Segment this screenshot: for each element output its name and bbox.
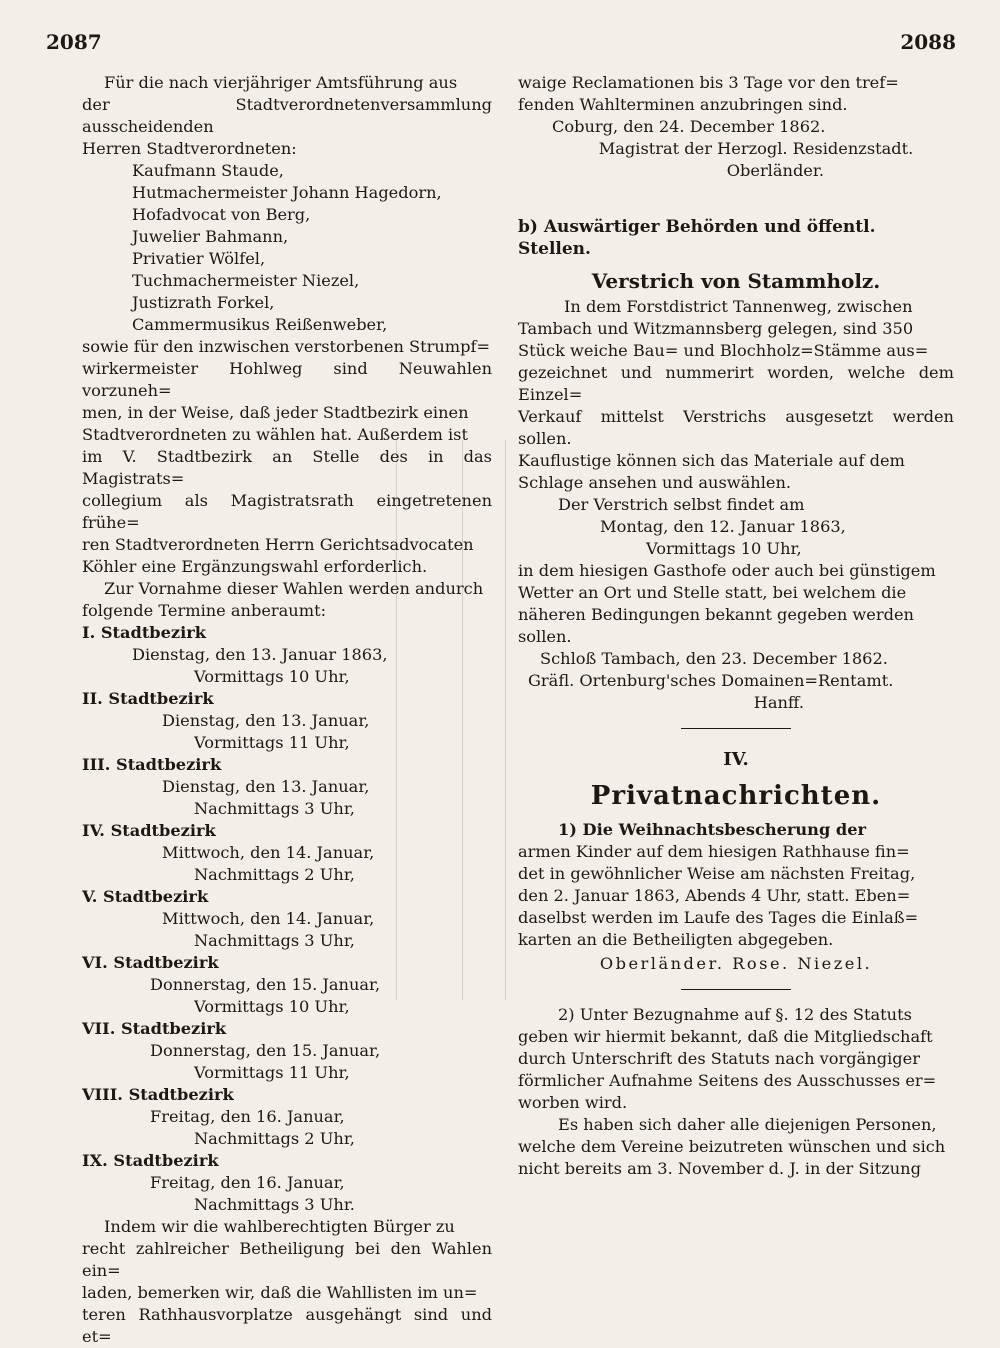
- list-item: Privatier Wölfel,: [132, 249, 266, 268]
- text-line: durch Unterschrift des Statuts nach vorgängiger: [518, 1049, 920, 1068]
- text-line: fenden Wahlterminen anzubringen sind.: [518, 95, 848, 114]
- text-line: den 2. Januar 1863, Abends 4 Uhr, statt. Eben=: [518, 886, 911, 905]
- district-label: Stadtbezirk: [108, 689, 214, 708]
- text-line: laden, bemerken wir, daß die Wahllisten im un=: [82, 1283, 478, 1302]
- sale-date: Montag, den 12. Januar 1863,: [600, 517, 846, 536]
- district-time: Vormittags 10 Uhr,: [194, 997, 350, 1016]
- text-line: Stadtverordneten zu wählen hat. Außerdem ist: [82, 425, 468, 444]
- district-number: III.: [82, 755, 111, 774]
- notice-title: Verstrich von Stammholz.: [591, 269, 881, 293]
- signatures: Oberländer. Rose. Niezel.: [599, 954, 873, 973]
- closing-paragraph: [82, 1216, 492, 1348]
- section-number: IV.: [723, 749, 749, 770]
- text-line: 2) Unter Bezugnahme auf §. 12 des Statuts: [558, 1005, 912, 1024]
- section-title: Privatnachrichten.: [590, 781, 882, 811]
- list-item: Cammermusikus Reißenweber,: [132, 315, 388, 334]
- district-day: Dienstag, den 13. Januar 1863,: [132, 645, 388, 664]
- district-day: Donnerstag, den 15. Januar,: [150, 975, 381, 994]
- district-day: Donnerstag, den 15. Januar,: [150, 1041, 381, 1060]
- text-line: nicht bereits am 3. November d. J. in der Sitzung: [518, 1159, 921, 1178]
- list-item: Hofadvocat von Berg,: [132, 205, 311, 224]
- text-line: im V. Stadtbezirk an Stelle des in das Magistrats=: [82, 447, 492, 488]
- district-entry: [82, 622, 492, 688]
- text-line: sowie für den inzwischen verstorbenen Strumpf=: [82, 337, 491, 356]
- district-schedule: [82, 622, 492, 1216]
- text-line: waige Reclamationen bis 3 Tage vor den tref=: [518, 73, 899, 92]
- membership-notice: [518, 1004, 954, 1114]
- district-label: Stadtbezirk: [128, 1085, 234, 1104]
- district-entry: [82, 1150, 492, 1216]
- district-number: VIII.: [82, 1085, 123, 1104]
- election-paragraph: [82, 336, 492, 578]
- text-line: wirkermeister Hohlweg sind Neuwahlen vorzuneh=: [82, 359, 492, 400]
- text-line: Indem wir die wahlberechtigten Bürger zu: [104, 1217, 455, 1236]
- signature: Hanff.: [753, 693, 804, 712]
- text-line: 1) Die Weihnachtsbescherung der: [558, 820, 867, 839]
- authority-line: Magistrat der Herzogl. Residenzstadt.: [598, 139, 914, 158]
- timber-sale-paragraph-2: [518, 560, 954, 648]
- text-line: Schlage ansehen und auswählen.: [518, 473, 792, 492]
- district-day: Freitag, den 16. Januar,: [150, 1107, 345, 1126]
- district-label: Stadtbezirk: [100, 623, 207, 642]
- district-time: Vormittags 11 Uhr,: [194, 1063, 350, 1082]
- district-number: II.: [82, 689, 103, 708]
- text-line: daselbst werden im Laufe des Tages die Einlaß=: [518, 908, 919, 927]
- christmas-notice: [518, 819, 954, 951]
- district-entry: [82, 820, 492, 886]
- text-line: näheren Bedingungen bekannt gegeben werden sollen.: [518, 605, 914, 646]
- district-day: Dienstag, den 13. Januar,: [162, 711, 370, 730]
- district-time: Nachmittags 2 Uhr,: [194, 865, 355, 884]
- text-line: Tambach und Witzmannsberg gelegen, sind 350: [518, 319, 914, 338]
- district-label: Stadtbezirk: [116, 755, 222, 774]
- right-column: [518, 72, 954, 1180]
- text-line: der Stadtverordnetenversammlung ausscheidenden: [82, 95, 492, 136]
- text-line: recht zahlreicher Betheiligung bei den Wahlen ein=: [82, 1239, 492, 1280]
- district-entry: [82, 1018, 492, 1084]
- district-time: Nachmittags 2 Uhr,: [194, 1129, 355, 1148]
- district-label: Stadtbezirk: [110, 821, 216, 840]
- text-line: men, in der Weise, daß jeder Stadtbezirk einen: [82, 403, 469, 422]
- authority-line: Gräfl. Ortenburg'sches Domainen=Rentamt.: [528, 671, 894, 690]
- text-line: Der Verstrich selbst findet am: [558, 495, 805, 514]
- intro-paragraph: [82, 72, 492, 160]
- district-label: Stadtbezirk: [103, 887, 209, 906]
- district-entry: [82, 1084, 492, 1150]
- list-item: Justizrath Forkel,: [132, 293, 275, 312]
- text-line: karten an die Betheiligten abgegeben.: [518, 930, 834, 949]
- text-line: Wetter an Ort und Stelle statt, bei welchem die: [518, 583, 907, 602]
- text-line: Herren Stadtverordneten:: [82, 139, 297, 158]
- text-line: folgende Termine anberaumt:: [82, 601, 327, 620]
- district-day: Mittwoch, den 14. Januar,: [162, 909, 375, 928]
- text-line: Stück weiche Bau= und Blochholz=Stämme aus=: [518, 341, 929, 360]
- text-line: Es haben sich daher alle diejenigen Personen,: [558, 1115, 937, 1134]
- dateline: Schloß Tambach, den 23. December 1862.: [540, 649, 888, 668]
- district-number: V.: [82, 887, 98, 906]
- district-entry: [82, 952, 492, 1018]
- text-line: in dem hiesigen Gasthofe oder auch bei günstigem: [518, 561, 936, 580]
- left-column: [82, 72, 492, 1348]
- district-number: IV.: [82, 821, 105, 840]
- text-line: Verkauf mittelst Verstrichs ausgesetzt werden sollen.: [518, 407, 954, 448]
- continuation-paragraph: [518, 72, 954, 116]
- district-entry: [82, 754, 492, 820]
- list-item: Juwelier Bahmann,: [132, 227, 289, 246]
- page-number-right: 2088: [900, 30, 956, 54]
- district-day: Freitag, den 16. Januar,: [150, 1173, 345, 1192]
- district-number: VI.: [82, 953, 108, 972]
- list-item: Tuchmachermeister Niezel,: [132, 271, 360, 290]
- district-time: Vormittags 10 Uhr,: [194, 667, 350, 686]
- text-line: det in gewöhnlicher Weise am nächsten Freitag,: [518, 864, 916, 883]
- text-line: Für die nach vierjähriger Amtsführung aus: [104, 73, 458, 92]
- text-line: In dem Forstdistrict Tannenweg, zwischen: [564, 297, 913, 316]
- district-time: Vormittags 11 Uhr,: [194, 733, 350, 752]
- district-time: Nachmittags 3 Uhr.: [194, 1195, 355, 1214]
- section-divider: [681, 989, 791, 990]
- district-entry: [82, 886, 492, 952]
- page-number-left: 2087: [46, 30, 102, 54]
- text-line: ren Stadtverordneten Herrn Gerichtsadvocaten: [82, 535, 474, 554]
- district-number: I.: [82, 623, 96, 642]
- district-day: Mittwoch, den 14. Januar,: [162, 843, 375, 862]
- list-item: Kaufmann Staude,: [132, 161, 284, 180]
- text-line: welche dem Vereine beizutreten wünschen und sich: [518, 1137, 946, 1156]
- district-day: Dienstag, den 13. Januar,: [162, 777, 370, 796]
- dateline: Coburg, den 24. December 1862.: [552, 117, 826, 136]
- section-divider: [681, 728, 791, 729]
- text-line: Zur Vornahme dieser Wahlen werden andurch: [104, 579, 484, 598]
- bleed-through-line: [505, 440, 506, 1000]
- district-label: Stadtbezirk: [120, 1019, 227, 1038]
- signature: Oberländer.: [726, 161, 824, 180]
- appointment-paragraph: [82, 578, 492, 622]
- district-label: Stadtbezirk: [113, 1151, 219, 1170]
- councillor-list: [82, 160, 492, 336]
- district-time: Nachmittags 3 Uhr,: [194, 931, 355, 950]
- text-line: Kauflustige können sich das Materiale auf dem: [518, 451, 905, 470]
- text-line: gezeichnet und nummerirt worden, welche dem Einzel=: [518, 363, 954, 404]
- text-line: Köhler eine Ergänzungswahl erforderlich.: [82, 557, 428, 576]
- text-line: worben wird.: [518, 1093, 628, 1112]
- district-time: Nachmittags 3 Uhr,: [194, 799, 355, 818]
- text-line: teren Rathhausvorplatze ausgehängt sind und et=: [82, 1305, 492, 1346]
- text-line: collegium als Magistratsrath eingetretenen frühe=: [82, 491, 492, 532]
- text-line: förmlicher Aufnahme Seitens des Ausschusses er=: [518, 1071, 937, 1090]
- district-number: IX.: [82, 1151, 108, 1170]
- district-entry: [82, 688, 492, 754]
- list-item: Hutmachermeister Johann Hagedorn,: [132, 183, 442, 202]
- text-line: geben wir hiermit bekannt, daß die Mitgliedschaft: [518, 1027, 933, 1046]
- section-heading-b: b) Auswärtiger Behörden und öffentl. Stellen.: [518, 217, 876, 259]
- district-number: VII.: [82, 1019, 116, 1038]
- text-line: armen Kinder auf dem hiesigen Rathhause fin=: [518, 842, 910, 861]
- timber-sale-paragraph: [518, 296, 954, 494]
- sale-time: Vormittags 10 Uhr,: [646, 539, 802, 558]
- district-label: Stadtbezirk: [113, 953, 219, 972]
- membership-paragraph: [518, 1114, 954, 1180]
